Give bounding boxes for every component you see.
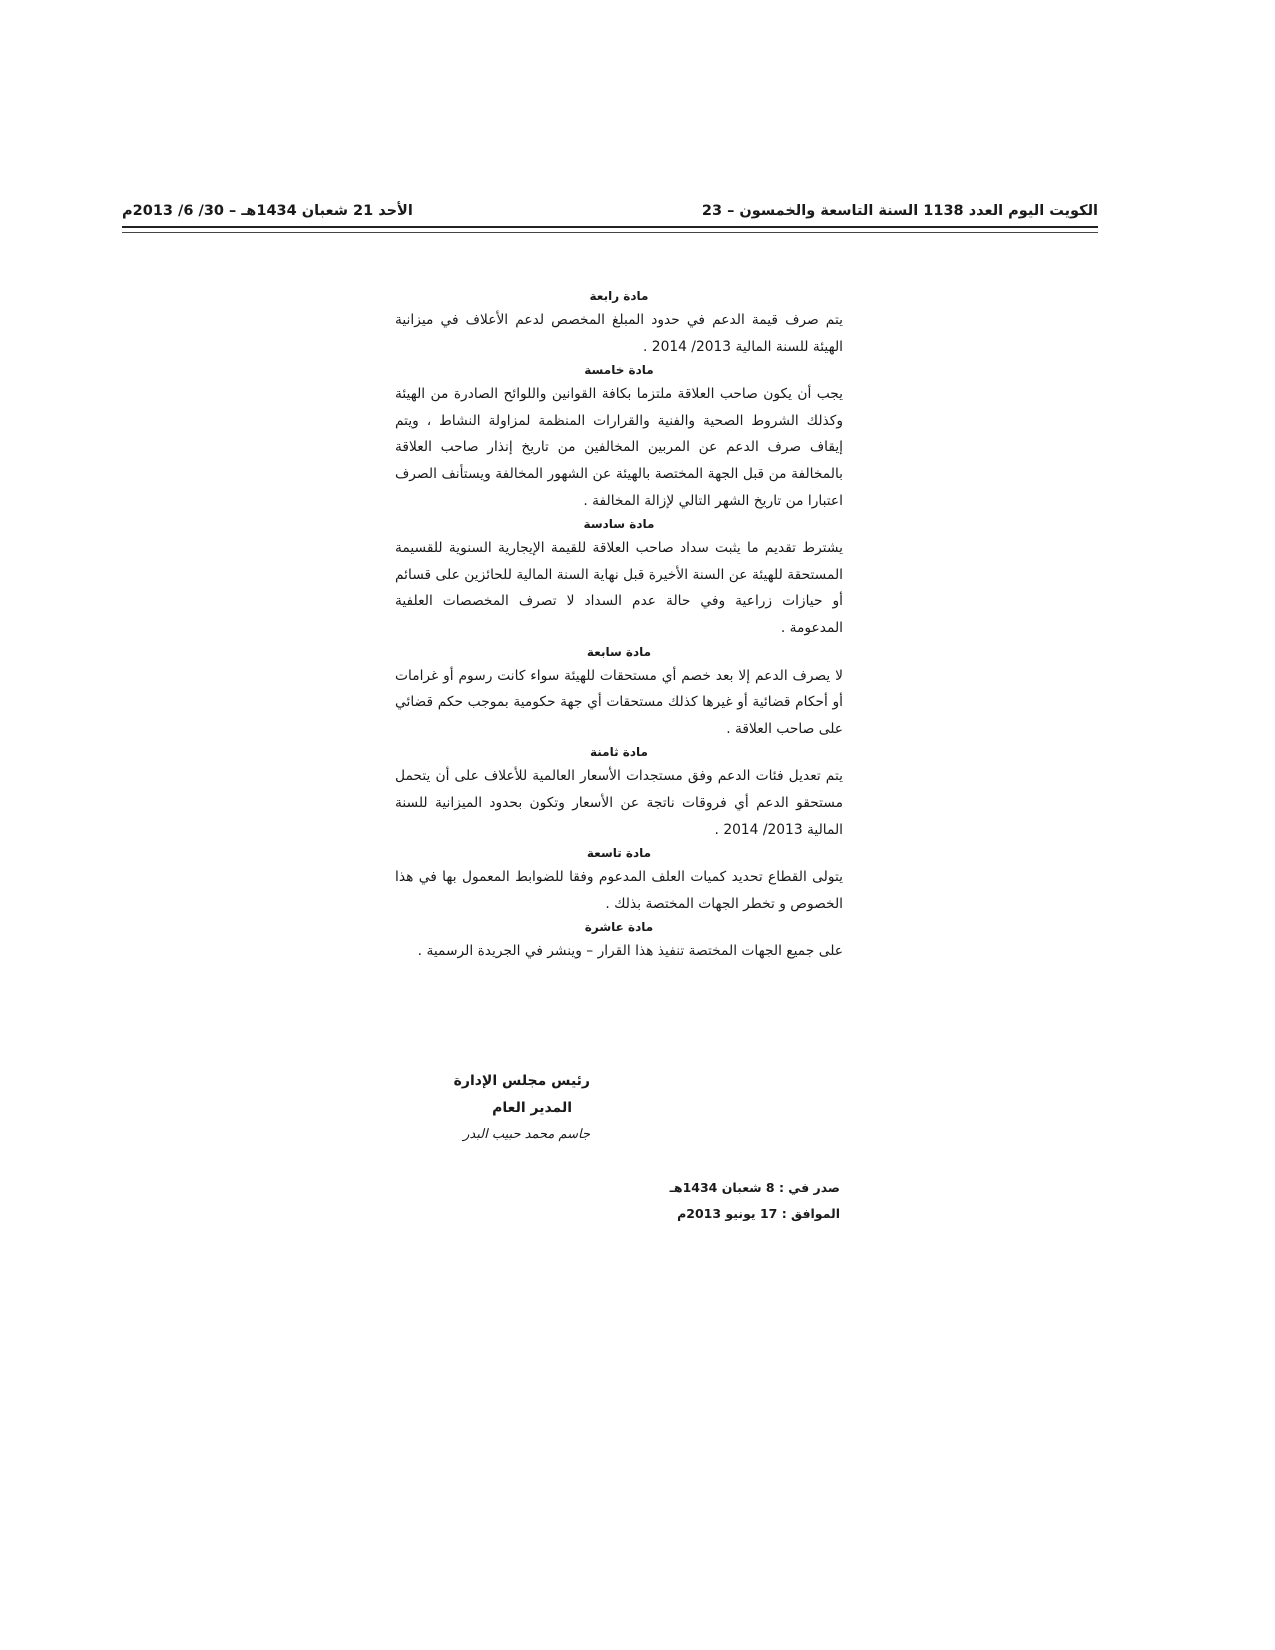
- article-text: يتم تعديل فئات الدعم وفق مستجدات الأسعار العالمية للأعلاف على أن يتحمل مستحقو الدعم أي فروقات ناتجة عن الأسعار وتكون بحدود الميزانية للسنة المالية 2013/ 2014 .: [395, 768, 843, 838]
- signatory-title: رئيس مجلس الإدارة: [453, 1073, 590, 1089]
- article-title: مادة تاسعة: [586, 846, 652, 861]
- signature-block: [400, 1068, 590, 1148]
- article-title: مادة ثامنة: [590, 745, 648, 760]
- article-9: [395, 843, 843, 917]
- header-date: الأحد 21 شعبان 1434هـ – 30/ 6/ 2013م: [122, 203, 413, 219]
- article-title: مادة سادسة: [583, 517, 655, 532]
- article-4: [395, 286, 843, 360]
- article-text: يجب أن يكون صاحب العلاقة ملتزما بكافة القوانين واللوائح الصادرة من الهيئة وكذلك الشروط الصحية والفنية والقرارات المنظمة لمزاولة النشاط ، ويتم إيقاف صرف الدعم عن المربين المخالفين من تاريخ إنذار صاحب العلاقة بالمخالفة من قبل الجهة المختصة بالهيئة عن الشهور المخالفة ويستأنف الصرف اعتبارا من تاريخ الشهر التالي لإزالة المخالفة .: [395, 386, 843, 509]
- article-8: [395, 742, 843, 843]
- article-title: مادة سابعة: [586, 644, 652, 659]
- article-text: على جميع الجهات المختصة تنفيذ هذا القرار – وينشر في الجريدة الرسمية .: [417, 943, 843, 960]
- article-text: يتم صرف قيمة الدعم في حدود المبلغ المخصص لدعم الأعلاف في ميزانية الهيئة للسنة المالية 2013/ 2014 .: [395, 312, 843, 355]
- article-title: مادة عاشرة: [584, 920, 654, 935]
- page-header: [122, 200, 1098, 222]
- article-7: [395, 642, 843, 743]
- article-title: مادة خامسة: [584, 363, 654, 378]
- header-rule-thin: [122, 232, 1098, 233]
- issue-date-block: [600, 1175, 840, 1227]
- signatory-role: المدير العام: [492, 1100, 572, 1116]
- issued-date-gregorian: الموافق : 17 يونيو 2013م: [677, 1206, 840, 1221]
- article-text: لا يصرف الدعم إلا بعد خصم أي مستحقات للهيئة سواء كانت رسوم أو غرامات أو أحكام قضائية أو غيرها كذلك مستحقات أي جهة حكومية بموجب حكم قضائي على صاحب العلاقة .: [395, 667, 843, 737]
- article-6: [395, 514, 843, 641]
- signatory-name: جاسم محمد حبيب البدر: [463, 1127, 590, 1142]
- header-publication-info: الكويت اليوم العدد 1138 السنة التاسعة والخمسون – 23: [701, 203, 1098, 219]
- article-title: مادة رابعة: [589, 289, 649, 303]
- article-5: [395, 360, 843, 514]
- header-rule-thick: [122, 226, 1098, 228]
- article-text: يتولى القطاع تحديد كميات العلف المدعوم وفقا للضوابط المعمول بها في هذا الخصوص و تخطر الجهات المختصة بذلك .: [395, 869, 843, 912]
- article-text: يشترط تقديم ما يثبت سداد صاحب العلاقة للقيمة الإيجارية السنوية للقسيمة المستحقة للهيئة عن السنة الأخيرة قبل نهاية السنة المالية للحائزين على قسائم أو حيازات زراعية وفي حالة عدم السداد لا تصرف المخصصات العلفية المدعومة .: [395, 540, 843, 636]
- issued-date-hijri: صدر في : 8 شعبان 1434هـ: [669, 1180, 840, 1195]
- article-10: [395, 917, 843, 965]
- decree-articles: [395, 286, 843, 965]
